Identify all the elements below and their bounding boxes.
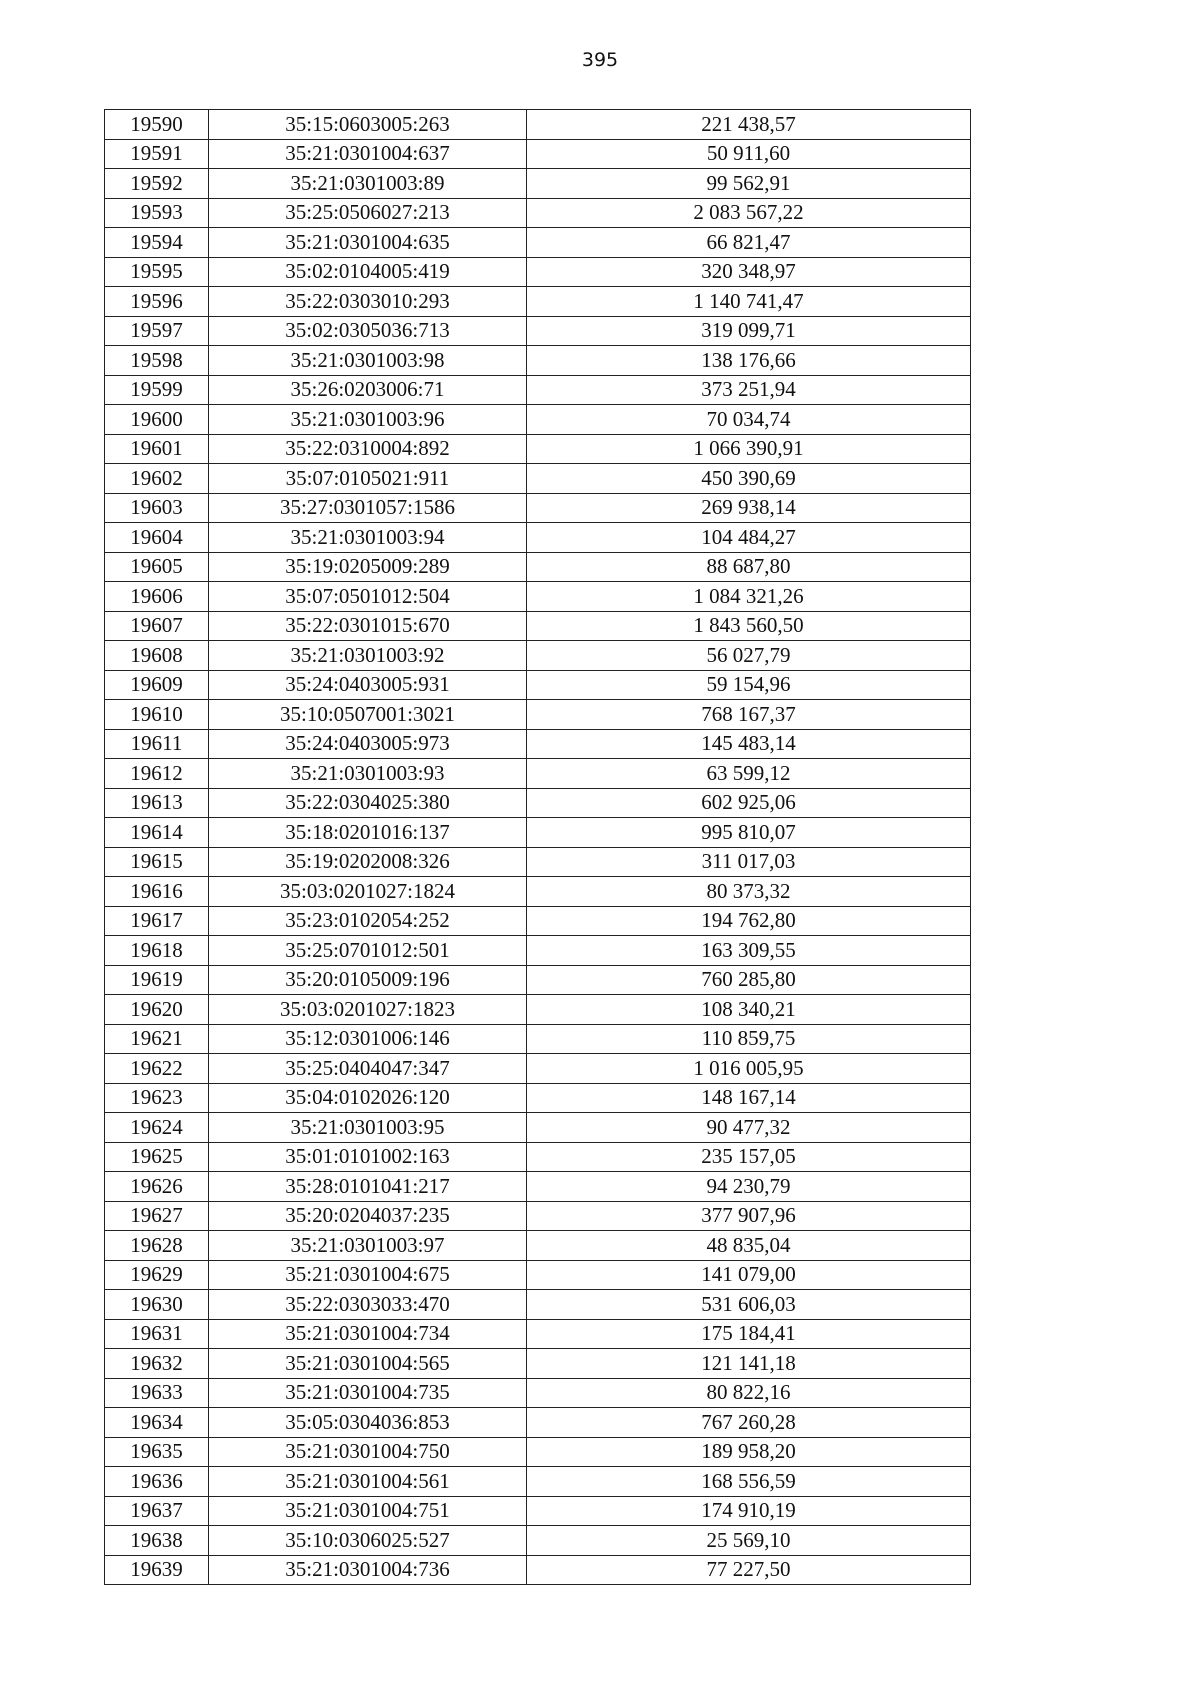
value-cell: 602 925,06 xyxy=(527,788,971,818)
cadastral-number-cell: 35:21:0301004:565 xyxy=(209,1349,527,1379)
row-number-cell: 19598 xyxy=(105,346,209,376)
table-row xyxy=(105,1378,971,1408)
value-cell: 269 938,14 xyxy=(527,493,971,523)
cadastral-number-cell: 35:22:0301015:670 xyxy=(209,611,527,641)
row-number-cell: 19593 xyxy=(105,198,209,228)
table-row xyxy=(105,139,971,169)
value-cell: 767 260,28 xyxy=(527,1408,971,1438)
value-cell: 25 569,10 xyxy=(527,1526,971,1556)
row-number-cell: 19608 xyxy=(105,641,209,671)
value-cell: 1 843 560,50 xyxy=(527,611,971,641)
table-row xyxy=(105,198,971,228)
table-row xyxy=(105,346,971,376)
value-cell: 175 184,41 xyxy=(527,1319,971,1349)
table-row xyxy=(105,759,971,789)
table-row xyxy=(105,1555,971,1585)
value-cell: 88 687,80 xyxy=(527,552,971,582)
table-row xyxy=(105,641,971,671)
cadastral-number-cell: 35:25:0701012:501 xyxy=(209,936,527,966)
value-cell: 1 016 005,95 xyxy=(527,1054,971,1084)
table-row xyxy=(105,700,971,730)
row-number-cell: 19623 xyxy=(105,1083,209,1113)
table-row xyxy=(105,847,971,877)
value-cell: 1 140 741,47 xyxy=(527,287,971,317)
row-number-cell: 19633 xyxy=(105,1378,209,1408)
cadastral-number-cell: 35:19:0205009:289 xyxy=(209,552,527,582)
value-cell: 56 027,79 xyxy=(527,641,971,671)
cadastral-number-cell: 35:10:0507001:3021 xyxy=(209,700,527,730)
cadastral-number-cell: 35:21:0301003:95 xyxy=(209,1113,527,1143)
value-cell: 377 907,96 xyxy=(527,1201,971,1231)
row-number-cell: 19634 xyxy=(105,1408,209,1438)
row-number-cell: 19627 xyxy=(105,1201,209,1231)
row-number-cell: 19596 xyxy=(105,287,209,317)
row-number-cell: 19628 xyxy=(105,1231,209,1261)
table-row xyxy=(105,611,971,641)
row-number-cell: 19599 xyxy=(105,375,209,405)
value-cell: 63 599,12 xyxy=(527,759,971,789)
cadastral-number-cell: 35:22:0304025:380 xyxy=(209,788,527,818)
value-cell: 311 017,03 xyxy=(527,847,971,877)
value-cell: 995 810,07 xyxy=(527,818,971,848)
row-number-cell: 19620 xyxy=(105,995,209,1025)
row-number-cell: 19602 xyxy=(105,464,209,494)
cadastral-number-cell: 35:07:0501012:504 xyxy=(209,582,527,612)
row-number-cell: 19637 xyxy=(105,1496,209,1526)
cadastral-number-cell: 35:21:0301004:675 xyxy=(209,1260,527,1290)
row-number-cell: 19621 xyxy=(105,1024,209,1054)
table-row xyxy=(105,169,971,199)
value-cell: 1 084 321,26 xyxy=(527,582,971,612)
cadastral-number-cell: 35:21:0301004:751 xyxy=(209,1496,527,1526)
value-cell: 80 373,32 xyxy=(527,877,971,907)
row-number-cell: 19590 xyxy=(105,110,209,140)
value-cell: 138 176,66 xyxy=(527,346,971,376)
value-cell: 2 083 567,22 xyxy=(527,198,971,228)
cadastral-number-cell: 35:15:0603005:263 xyxy=(209,110,527,140)
row-number-cell: 19594 xyxy=(105,228,209,258)
row-number-cell: 19611 xyxy=(105,729,209,759)
table-row xyxy=(105,1437,971,1467)
row-number-cell: 19600 xyxy=(105,405,209,435)
value-cell: 531 606,03 xyxy=(527,1290,971,1320)
value-cell: 163 309,55 xyxy=(527,936,971,966)
row-number-cell: 19624 xyxy=(105,1113,209,1143)
row-number-cell: 19622 xyxy=(105,1054,209,1084)
cadastral-number-cell: 35:28:0101041:217 xyxy=(209,1172,527,1202)
table-row xyxy=(105,1054,971,1084)
cadastral-number-cell: 35:25:0404047:347 xyxy=(209,1054,527,1084)
cadastral-number-cell: 35:27:0301057:1586 xyxy=(209,493,527,523)
table-row xyxy=(105,1231,971,1261)
row-number-cell: 19605 xyxy=(105,552,209,582)
value-cell: 145 483,14 xyxy=(527,729,971,759)
value-cell: 104 484,27 xyxy=(527,523,971,553)
table-row xyxy=(105,493,971,523)
cadastral-number-cell: 35:24:0403005:931 xyxy=(209,670,527,700)
row-number-cell: 19625 xyxy=(105,1142,209,1172)
cadastral-number-cell: 35:12:0301006:146 xyxy=(209,1024,527,1054)
value-cell: 141 079,00 xyxy=(527,1260,971,1290)
cadastral-number-cell: 35:21:0301003:97 xyxy=(209,1231,527,1261)
table-row xyxy=(105,1201,971,1231)
row-number-cell: 19629 xyxy=(105,1260,209,1290)
table-row xyxy=(105,788,971,818)
value-cell: 80 822,16 xyxy=(527,1378,971,1408)
table-row xyxy=(105,375,971,405)
value-cell: 320 348,97 xyxy=(527,257,971,287)
table-row xyxy=(105,1408,971,1438)
row-number-cell: 19606 xyxy=(105,582,209,612)
table-row xyxy=(105,906,971,936)
cadastral-number-cell: 35:21:0301004:735 xyxy=(209,1378,527,1408)
cadastral-number-cell: 35:24:0403005:973 xyxy=(209,729,527,759)
value-cell: 174 910,19 xyxy=(527,1496,971,1526)
page-number: 395 xyxy=(581,49,619,71)
table-row xyxy=(105,1290,971,1320)
value-cell: 108 340,21 xyxy=(527,995,971,1025)
table-row xyxy=(105,434,971,464)
row-number-cell: 19619 xyxy=(105,965,209,995)
cadastral-number-cell: 35:25:0506027:213 xyxy=(209,198,527,228)
table-row xyxy=(105,1526,971,1556)
cadastral-number-cell: 35:21:0301003:89 xyxy=(209,169,527,199)
table-row xyxy=(105,228,971,258)
value-cell: 189 958,20 xyxy=(527,1437,971,1467)
cadastral-number-cell: 35:20:0204037:235 xyxy=(209,1201,527,1231)
table-row xyxy=(105,1260,971,1290)
cadastral-number-cell: 35:21:0301003:98 xyxy=(209,346,527,376)
value-cell: 194 762,80 xyxy=(527,906,971,936)
cadastral-number-cell: 35:21:0301003:94 xyxy=(209,523,527,553)
value-cell: 1 066 390,91 xyxy=(527,434,971,464)
value-cell: 110 859,75 xyxy=(527,1024,971,1054)
table-row xyxy=(105,316,971,346)
value-cell: 94 230,79 xyxy=(527,1172,971,1202)
value-cell: 768 167,37 xyxy=(527,700,971,730)
row-number-cell: 19597 xyxy=(105,316,209,346)
row-number-cell: 19604 xyxy=(105,523,209,553)
table-row xyxy=(105,1142,971,1172)
cadastral-number-cell: 35:21:0301004:561 xyxy=(209,1467,527,1497)
value-cell: 373 251,94 xyxy=(527,375,971,405)
row-number-cell: 19632 xyxy=(105,1349,209,1379)
cadastral-number-cell: 35:21:0301004:736 xyxy=(209,1555,527,1585)
table-row xyxy=(105,1083,971,1113)
cadastral-number-cell: 35:22:0303033:470 xyxy=(209,1290,527,1320)
row-number-cell: 19631 xyxy=(105,1319,209,1349)
cadastral-number-cell: 35:02:0104005:419 xyxy=(209,257,527,287)
row-number-cell: 19603 xyxy=(105,493,209,523)
cadastral-number-cell: 35:26:0203006:71 xyxy=(209,375,527,405)
table-row xyxy=(105,995,971,1025)
table-row xyxy=(105,936,971,966)
value-cell: 168 556,59 xyxy=(527,1467,971,1497)
cadastral-number-cell: 35:22:0310004:892 xyxy=(209,434,527,464)
cadastral-number-cell: 35:18:0201016:137 xyxy=(209,818,527,848)
value-cell: 70 034,74 xyxy=(527,405,971,435)
cadastral-number-cell: 35:03:0201027:1824 xyxy=(209,877,527,907)
value-cell: 760 285,80 xyxy=(527,965,971,995)
row-number-cell: 19626 xyxy=(105,1172,209,1202)
cadastral-number-cell: 35:21:0301004:734 xyxy=(209,1319,527,1349)
value-cell: 99 562,91 xyxy=(527,169,971,199)
cadastral-number-cell: 35:21:0301003:92 xyxy=(209,641,527,671)
table-row xyxy=(105,464,971,494)
table-row xyxy=(105,1113,971,1143)
cadastral-number-cell: 35:20:0105009:196 xyxy=(209,965,527,995)
table-row xyxy=(105,670,971,700)
value-cell: 66 821,47 xyxy=(527,228,971,258)
table-row xyxy=(105,405,971,435)
cadastral-number-cell: 35:22:0303010:293 xyxy=(209,287,527,317)
cadastral-number-cell: 35:19:0202008:326 xyxy=(209,847,527,877)
row-number-cell: 19630 xyxy=(105,1290,209,1320)
value-cell: 59 154,96 xyxy=(527,670,971,700)
table-row xyxy=(105,1024,971,1054)
cadastral-number-cell: 35:23:0102054:252 xyxy=(209,906,527,936)
row-number-cell: 19591 xyxy=(105,139,209,169)
row-number-cell: 19618 xyxy=(105,936,209,966)
row-number-cell: 19639 xyxy=(105,1555,209,1585)
table-row xyxy=(105,257,971,287)
table-row xyxy=(105,877,971,907)
table-row xyxy=(105,1496,971,1526)
row-number-cell: 19615 xyxy=(105,847,209,877)
cadastral-number-cell: 35:21:0301004:637 xyxy=(209,139,527,169)
value-cell: 121 141,18 xyxy=(527,1349,971,1379)
row-number-cell: 19636 xyxy=(105,1467,209,1497)
value-cell: 319 099,71 xyxy=(527,316,971,346)
value-cell: 90 477,32 xyxy=(527,1113,971,1143)
row-number-cell: 19607 xyxy=(105,611,209,641)
cadastral-number-cell: 35:02:0305036:713 xyxy=(209,316,527,346)
value-cell: 450 390,69 xyxy=(527,464,971,494)
value-cell: 148 167,14 xyxy=(527,1083,971,1113)
table-row xyxy=(105,1349,971,1379)
cadastral-number-cell: 35:21:0301004:635 xyxy=(209,228,527,258)
table-row xyxy=(105,729,971,759)
table-row xyxy=(105,110,971,140)
row-number-cell: 19614 xyxy=(105,818,209,848)
cadastral-number-cell: 35:21:0301003:96 xyxy=(209,405,527,435)
row-number-cell: 19613 xyxy=(105,788,209,818)
row-number-cell: 19616 xyxy=(105,877,209,907)
row-number-cell: 19635 xyxy=(105,1437,209,1467)
cadastral-number-cell: 35:10:0306025:527 xyxy=(209,1526,527,1556)
table-row xyxy=(105,1467,971,1497)
cadastral-number-cell: 35:03:0201027:1823 xyxy=(209,995,527,1025)
value-cell: 77 227,50 xyxy=(527,1555,971,1585)
value-cell: 235 157,05 xyxy=(527,1142,971,1172)
cadastral-number-cell: 35:04:0102026:120 xyxy=(209,1083,527,1113)
row-number-cell: 19609 xyxy=(105,670,209,700)
table-row xyxy=(105,552,971,582)
cadastral-number-cell: 35:07:0105021:911 xyxy=(209,464,527,494)
row-number-cell: 19610 xyxy=(105,700,209,730)
value-cell: 48 835,04 xyxy=(527,1231,971,1261)
cadastral-number-cell: 35:21:0301003:93 xyxy=(209,759,527,789)
value-cell: 50 911,60 xyxy=(527,139,971,169)
table-row xyxy=(105,523,971,553)
table-row xyxy=(105,582,971,612)
row-number-cell: 19617 xyxy=(105,906,209,936)
cadastral-number-cell: 35:21:0301004:750 xyxy=(209,1437,527,1467)
data-table xyxy=(104,109,971,1585)
table-row xyxy=(105,965,971,995)
row-number-cell: 19601 xyxy=(105,434,209,464)
value-cell: 221 438,57 xyxy=(527,110,971,140)
cadastral-number-cell: 35:01:0101002:163 xyxy=(209,1142,527,1172)
row-number-cell: 19595 xyxy=(105,257,209,287)
table-row xyxy=(105,1319,971,1349)
table-row xyxy=(105,287,971,317)
table-body xyxy=(105,110,971,1585)
table-row xyxy=(105,818,971,848)
row-number-cell: 19638 xyxy=(105,1526,209,1556)
table-row xyxy=(105,1172,971,1202)
row-number-cell: 19592 xyxy=(105,169,209,199)
cadastral-number-cell: 35:05:0304036:853 xyxy=(209,1408,527,1438)
row-number-cell: 19612 xyxy=(105,759,209,789)
